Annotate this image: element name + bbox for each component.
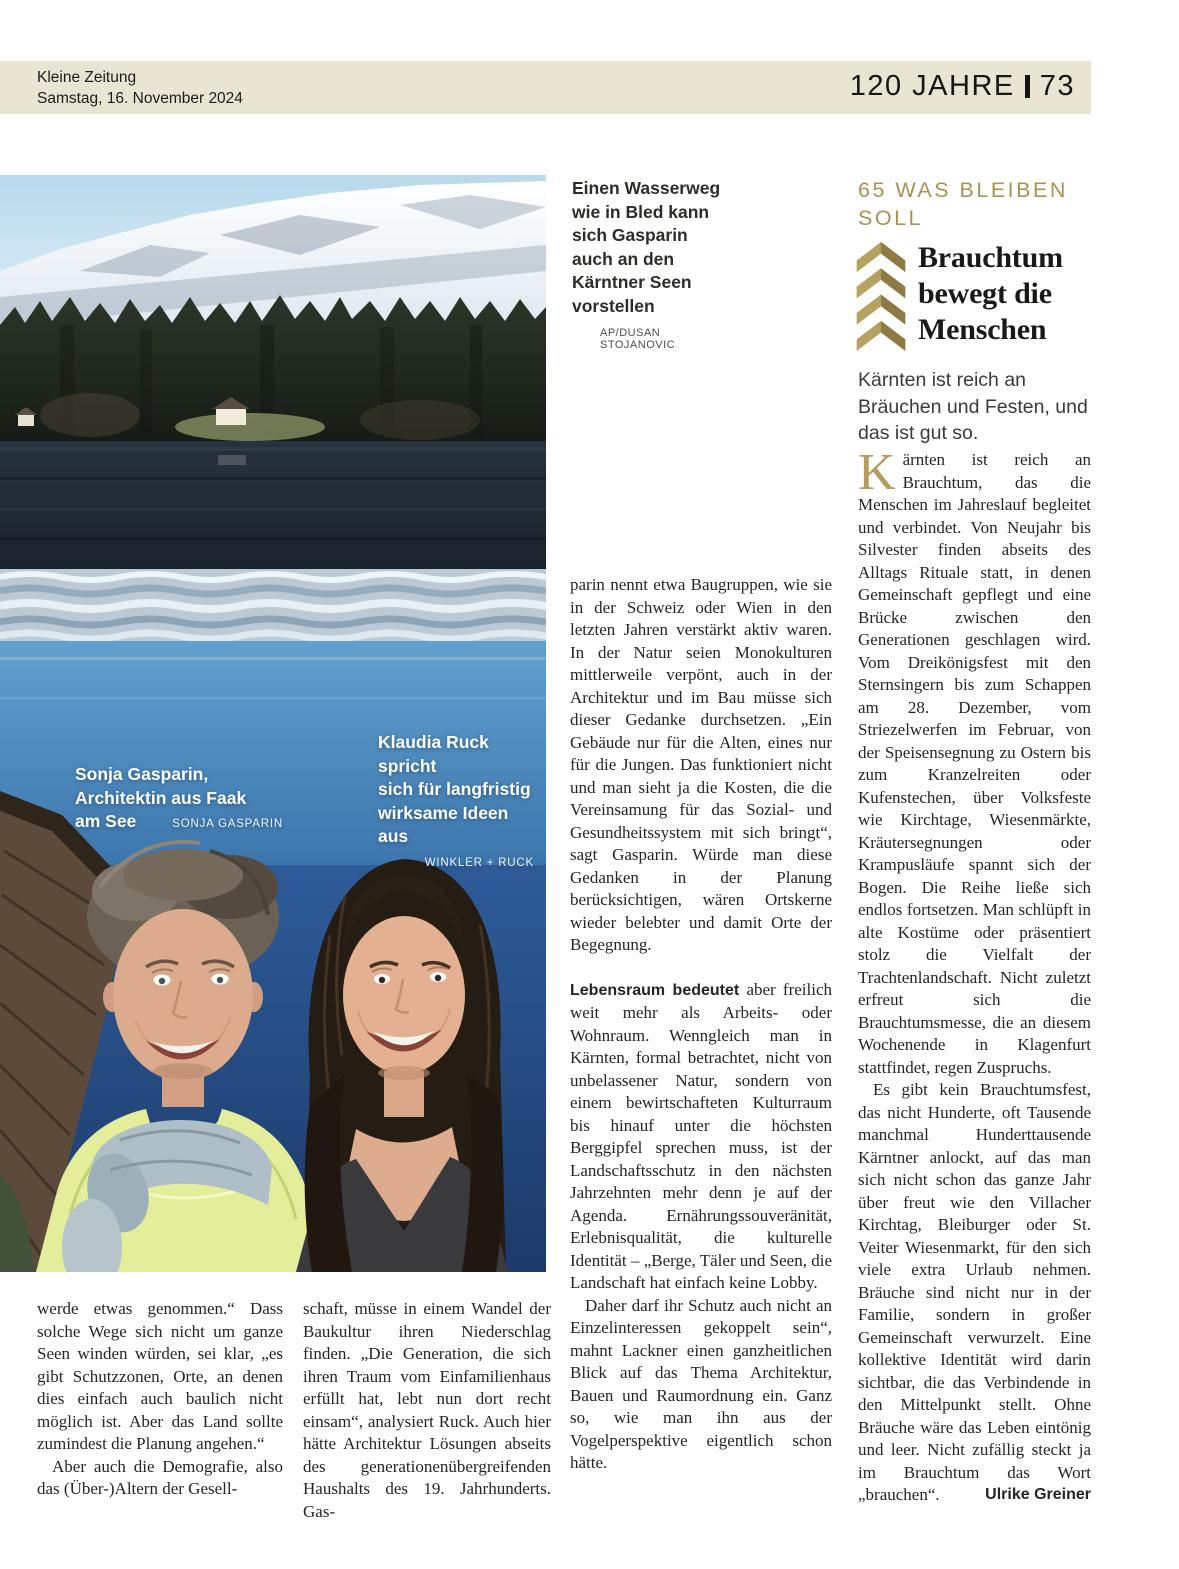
feature-intro: Kärnten ist reich an Bräuchen und Festen, und das ist gut so. (858, 369, 1088, 444)
article-paragraph: schaft, müsse in einem Wandel der Baukultur ihren Niederschlag finden. „Die Generation, die sich ihren Traum vom Einfamilienhaus erfüllt hat, lebt nun dort recht einsam“, analysiert Ruck. Auch hier hätte Architektur Lösungen abseits des generationenübergreifenden Haushalts des 19. Jahrhunderts. Gas- (303, 1299, 551, 1521)
feature-headline: Brauchtum bewegt die Menschen (918, 241, 1063, 346)
separator-bar-icon (1025, 75, 1030, 98)
chevrons-icon (856, 240, 906, 352)
drop-cap: K (858, 449, 896, 501)
article-paragraph: werde etwas genommen.“ Dass solche Wege sich nicht um ganze Seen winden würden, sei klar, „es gibt Schutzzonen, Orte, an denen dies einfach auch baulich nicht möglich ist. Aber das Land sollte zumindest die Planung angehen.“ (37, 1299, 283, 1453)
anniversary-label: 120 JAHRE (849, 70, 1015, 102)
caption-line: wirksame Ideen aus (378, 802, 509, 846)
caption-line: am See (75, 811, 137, 831)
photo-caption-sonja (75, 763, 283, 837)
issue-date: Samstag, 16. November 2024 (37, 90, 243, 107)
article-paragraph: Lebensraum bedeutet aber freilich weit mehr als Arbeits- oder Wohnraum. Wenngleich man in Kärnten, formal betrachtet, nicht von unbelassener Natur, sondern von einem bewirtschafteten Kulturraum bis hinauf unter die höchsten Berggipfel sprechen muss, ist der Landschaftsschutz in den nächsten Jahrzehnten mehr denn je auf der Agenda. Ernährungssouveränität, Erlebnisqualität, die kulturelle Identität – „Berge, Täler und Seen, die Landschaft hat einfach keine Lobby. (570, 979, 832, 1292)
feature-body (858, 449, 1091, 1537)
lake-photo (0, 175, 546, 1272)
paragraph-leadin: Lebensraum bedeutet (570, 981, 740, 999)
article-column-left (37, 1298, 283, 1534)
article-paragraph: Kärnten ist reich an Brauchtum, das die Menschen im Jahreslauf begleitet und verbindet. Von Neujahr bis Silvester finden abseits des Alltags Rituale statt, in denen Gemeinschaft gepflegt und eine Brücke zwischen den Generationen geschlagen wird. Vom Dreikönigsfest mit den Sternsingern bis zum Schappen am 28. Dezember, vom Striezelwerfen im Februar, von der Speisensegnung zu Ostern bis zum Kranzelreiten oder Kufenstechen, über Volksfeste wie Kirchtage, Wiesenmärkte, Kräutersegnungen oder Krampusläufe spannt sich der Bogen. Die Reihe ließe sich endlos fortsetzen. Man schlüpft in alte Kostüme oder präsentiert stolz die Vielfalt der Trachtenlandschaft. Nicht zuletzt erfreut sich die Brauchtumsmesse, die an diesem Wochenende in Klagenfurt stattfindet, regen Zuspruchs. (858, 449, 1091, 1077)
page-header (0, 61, 1091, 114)
masthead-right (850, 70, 1075, 103)
photo-caption-block (572, 177, 724, 351)
photo-caption-text: Einen Wasserweg wie in Bled kann sich Gasparin auch an den Kärntner Seen vorstellen (572, 178, 721, 316)
photo-credit: WINKLER + RUCK (424, 856, 534, 869)
publication-name: Kleine Zeitung (37, 69, 137, 86)
caption-line: Architektin aus Faak (75, 787, 247, 808)
feature-kicker: 65 WAS BLEIBEN SOLL (858, 178, 1068, 230)
photo-credit: SONJA GASPARIN (172, 818, 283, 830)
article-column-center (303, 1298, 551, 1534)
caption-line: sich für langfristig (378, 779, 531, 799)
page-number: 73 (1039, 70, 1075, 102)
feature-header (856, 240, 1100, 352)
article-paragraph: Daher darf ihr Schutz auch nicht an Einzelinteressen gekoppelt sein“, mahnt Lackner einen ganzheitlichen Blick auf das Thema Architektur, Bauen und Raumordnung ein. Ganz so, wie man ihn aus der Vogelperspektive eigentlich schon hätte. (570, 1295, 832, 1472)
article-column-tall (570, 574, 832, 1532)
article-paragraph: parin nennt etwa Baugruppen, wie sie in der Schweiz oder Wien in den letzten Jahren verstärkt aktiv waren. In der Natur seien Monokulturen mittlerweile verpönt, auch in der Architektur und im Bau müsse sich dieser Gedanke durchsetzen. „Ein Gebäude nur für die Alten, eines nur für die Jungen. Das funktioniert nicht und man sieht ja die Kosten, die die Vereinsamung für das Sozial- und Gesundheitssystem mit sich bringt“, sagt Gasparin. Würde man diese Gedanken in der Planung berücksichtigen, wären Ortskerne wieder belebter und damit Orte der Begegnung. (570, 575, 832, 954)
caption-line: Sonja Gasparin, (75, 764, 209, 784)
article-paragraph: Es gibt kein Brauchtumsfest, das nicht Hunderte, oft Tausende manchmal Hunderttausende Kärntner anlockt, auf das man sich nicht schon das ganze Jahr über freut wie den Villacher Kirchtag, Bleiburger oder St. Veiter Wiesenmarkt, für den sich viele extra Urlaub nehmen. Bräuche sind nicht nur in der Familie, sondern in großer Gemeinschaft verwurzelt. Eine kollektive Identität wird darin sichtbar, die das Verbindende in den Mittelpunkt stellt. Ohne Bräuche wäre das Leben eintönig und leer. Nicht zufällig steckt ja im Brauchtum das Wort „brauchen“. Ulrike Greiner (858, 1079, 1091, 1507)
masthead-left (37, 67, 243, 109)
caption-line: Klaudia Ruck spricht (378, 732, 489, 776)
article-paragraph: Aber auch die Demografie, also das (Über-)Altern der Gesell- (37, 1456, 283, 1498)
photo-credit: AP/DUSAN STOJANOVIC (600, 327, 676, 351)
photo-caption-klaudia (378, 731, 534, 875)
author-byline: Ulrike Greiner (985, 1486, 1091, 1503)
lake-scenery-graphic (0, 175, 546, 1272)
